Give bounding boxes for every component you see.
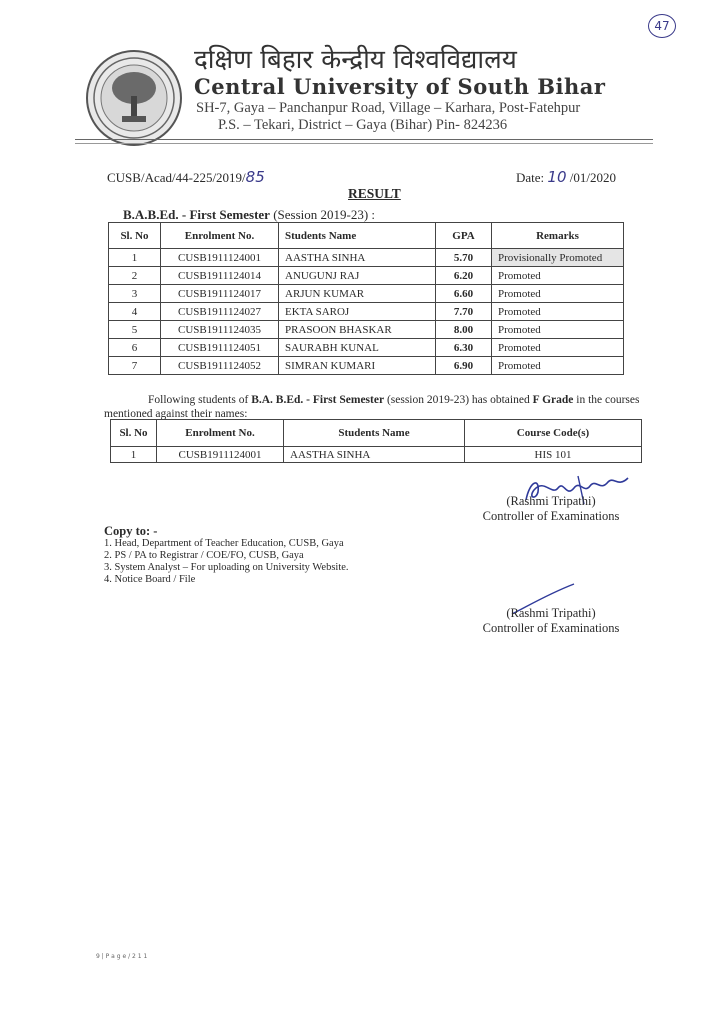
copy-to-heading: Copy to: - xyxy=(104,524,158,538)
signatory-name: (Rashmi Tripathi) xyxy=(506,494,596,508)
list-item: 3. System Analyst – For uploading on University Website. xyxy=(104,562,349,573)
tree-emblem-icon xyxy=(88,52,180,144)
semester-name: B.A.B.Ed. - First Semester xyxy=(123,207,270,222)
cell-gpa: 6.60 xyxy=(436,285,492,303)
header-divider xyxy=(75,139,653,140)
fgrade-note-grade: F Grade xyxy=(532,394,574,406)
cell-student-name: AASTHA SINHA xyxy=(284,447,465,463)
cell-gpa: 6.20 xyxy=(436,267,492,285)
university-name-english: Central University of South Bihar xyxy=(194,74,606,99)
semester-session: (Session 2019-23) : xyxy=(269,207,376,222)
list-item: 2. PS / PA to Registrar / COE/FO, CUSB, Gaya xyxy=(104,550,304,561)
fgrade-note-program: B.A. B.Ed. - First Semester xyxy=(251,394,385,406)
university-logo xyxy=(86,50,182,146)
table-row xyxy=(109,303,624,321)
cell-enrolment: CUSB1911124035 xyxy=(161,321,279,339)
page-footer: 9 | P a g e / 2 1 1 xyxy=(96,953,148,960)
signatory-title: Controller of Examinations xyxy=(482,621,620,635)
table-row xyxy=(109,321,624,339)
cell-gpa: 7.70 xyxy=(436,303,492,321)
header-course-codes: Course Code(s) xyxy=(465,420,642,447)
cell-sl-no: 1 xyxy=(109,249,161,267)
table-row xyxy=(109,285,624,303)
cell-remarks: Promoted xyxy=(492,267,624,285)
header-divider-thin xyxy=(75,143,653,144)
cell-gpa: 5.70 xyxy=(436,249,492,267)
cell-sl-no: 7 xyxy=(109,357,161,375)
signature-block-2 xyxy=(476,606,626,636)
signatory-name: (Rashmi Tripathi) xyxy=(506,606,596,620)
cell-sl-no: 3 xyxy=(109,285,161,303)
cell-remarks: Promoted xyxy=(492,303,624,321)
cell-remarks: Promoted xyxy=(492,339,624,357)
cell-enrolment: CUSB1911124001 xyxy=(161,249,279,267)
reference-prefix: CUSB/Acad/44-225/2019/ xyxy=(107,170,246,185)
list-item: 4. Notice Board / File xyxy=(104,574,196,585)
header-enrolment: Enrolment No. xyxy=(157,420,284,447)
cell-student-name: EKTA SAROJ xyxy=(279,303,436,321)
fgrade-note-text-2: (session 2019-23) has obtained xyxy=(384,394,533,406)
cell-student-name: SAURABH KUNAL xyxy=(279,339,436,357)
header-sl-no: Sl. No xyxy=(109,223,161,249)
header-student-name: Students Name xyxy=(284,420,465,447)
cell-enrolment: CUSB1911124014 xyxy=(161,267,279,285)
cell-remarks: Promoted xyxy=(492,321,624,339)
reference-number xyxy=(107,168,265,186)
header-student-name: Students Name xyxy=(279,223,436,249)
fgrade-note-text-3: in the courses mentioned against their names: xyxy=(104,394,640,420)
cell-gpa: 8.00 xyxy=(436,321,492,339)
cell-student-name: ARJUN KUMAR xyxy=(279,285,436,303)
table-row xyxy=(109,267,624,285)
signature-block-1 xyxy=(476,494,626,524)
reference-handwritten: 85 xyxy=(245,168,265,186)
cell-enrolment: CUSB1911124001 xyxy=(157,447,284,463)
cell-student-name: PRASOON BHASKAR xyxy=(279,321,436,339)
result-table xyxy=(108,222,624,375)
table-row xyxy=(109,249,624,267)
cell-gpa: 6.30 xyxy=(436,339,492,357)
date-label: Date: xyxy=(516,170,548,185)
date-rest: /01/2020 xyxy=(566,170,616,185)
address-line-2: P.S. – Tekari, District – Gaya (Bihar) Pin- 824236 xyxy=(218,117,508,133)
cell-remarks: Provisionally Promoted xyxy=(492,249,624,267)
cell-sl-no: 6 xyxy=(109,339,161,357)
header-gpa: GPA xyxy=(436,223,492,249)
result-heading: RESULT xyxy=(348,186,401,201)
university-name-hindi: दक्षिण बिहार केन्द्रीय विश्वविद्यालय xyxy=(194,45,517,75)
page-number: 47 xyxy=(648,14,676,38)
fgrade-note-text-1: Following students of xyxy=(148,394,252,406)
cell-remarks: Promoted xyxy=(492,357,624,375)
table-row xyxy=(109,339,624,357)
result-table-header xyxy=(109,223,624,249)
header-sl-no: Sl. No xyxy=(111,420,157,447)
cell-sl-no: 5 xyxy=(109,321,161,339)
cell-student-name: SIMRAN KUMARI xyxy=(279,357,436,375)
fgrade-table-header xyxy=(111,420,642,447)
fgrade-note xyxy=(104,393,652,421)
signatory-title: Controller of Examinations xyxy=(482,509,620,523)
cell-enrolment: CUSB1911124052 xyxy=(161,357,279,375)
cell-sl-no: 2 xyxy=(109,267,161,285)
header-remarks: Remarks xyxy=(492,223,624,249)
cell-remarks: Promoted xyxy=(492,285,624,303)
header-enrolment: Enrolment No. xyxy=(161,223,279,249)
cell-sl-no: 1 xyxy=(111,447,157,463)
copy-to-list xyxy=(104,538,349,586)
cell-enrolment: CUSB1911124051 xyxy=(161,339,279,357)
cell-gpa: 6.90 xyxy=(436,357,492,375)
table-row xyxy=(109,357,624,375)
date-day-handwritten: 10 xyxy=(547,168,567,186)
semester-title xyxy=(123,207,375,223)
fgrade-table xyxy=(110,419,642,463)
cell-student-name: AASTHA SINHA xyxy=(279,249,436,267)
list-item: 1. Head, Department of Teacher Education, CUSB, Gaya xyxy=(104,538,344,549)
cell-enrolment: CUSB1911124017 xyxy=(161,285,279,303)
address-line-1: SH-7, Gaya – Panchanpur Road, Village – Karhara, Post-Fatehpur xyxy=(196,100,581,116)
cell-course-code: HIS 101 xyxy=(465,447,642,463)
cell-enrolment: CUSB1911124027 xyxy=(161,303,279,321)
document-date xyxy=(516,168,616,186)
table-row xyxy=(111,447,642,463)
cell-student-name: ANUGUNJ RAJ xyxy=(279,267,436,285)
cell-sl-no: 4 xyxy=(109,303,161,321)
